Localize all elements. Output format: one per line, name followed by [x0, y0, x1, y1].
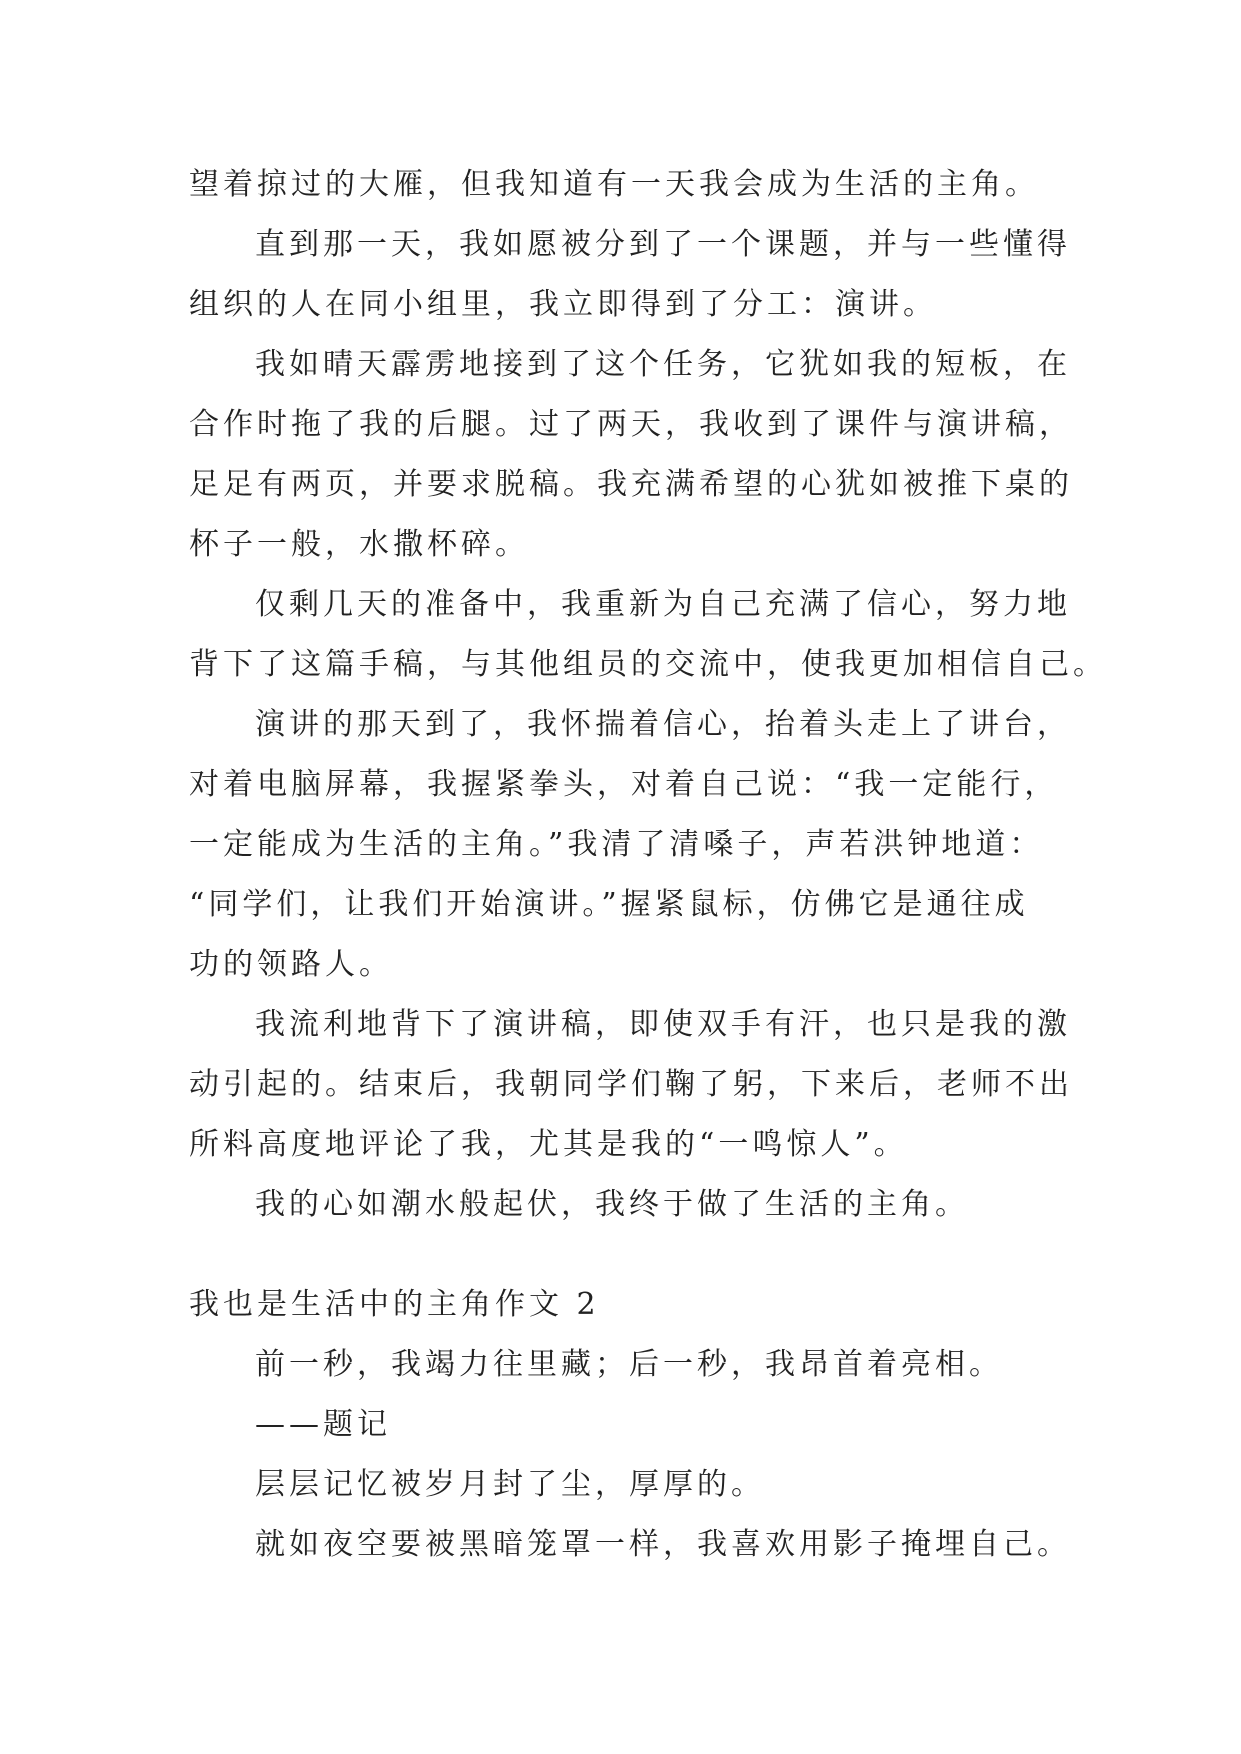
essay1-line: 动引起的。结束后，我朝同学们鞠了躬，下来后，老师不出 [189, 1067, 1073, 1102]
essay2-epigraph-attribution: ——题记 [255, 1407, 391, 1442]
essay1-line: 足足有两页，并要求脱稿。我充满希望的心犹如被推下桌的 [189, 467, 1073, 502]
essay1-line: 望着掠过的大雁，但我知道有一天我会成为生活的主角。 [189, 167, 1039, 202]
essay1-line: 杯子一般，水撒杯碎。 [189, 527, 529, 562]
essay2-title: 我也是生活中的主角作文 2 [189, 1287, 600, 1322]
essay1-line: 直到那一天，我如愿被分到了一个课题，并与一些懂得 [255, 227, 1071, 262]
essay1-line: 我的心如潮水般起伏，我终于做了生活的主角。 [255, 1187, 969, 1222]
essay1-line: 一定能成为生活的主角。”我清了清嗓子，声若洪钟地道： [189, 827, 1044, 862]
essay1-line: 背下了这篇手稿，与其他组员的交流中，使我更加相信自己。 [189, 647, 1107, 682]
essay1-line: 组织的人在同小组里，我立即得到了分工：演讲。 [189, 287, 937, 322]
essay1-line: 功的领路人。 [189, 947, 393, 982]
essay2-line: 前一秒，我竭力往里藏；后一秒，我昂首着亮相。 [255, 1347, 1003, 1382]
essay1-line: 我流利地背下了演讲稿，即使双手有汗，也只是我的激 [255, 1007, 1071, 1042]
essay1-line: “同学们，让我们开始演讲。”握紧鼠标，仿佛它是通往成 [189, 887, 1029, 922]
essay2-line: 就如夜空要被黑暗笼罩一样，我喜欢用影子掩埋自己。 [255, 1527, 1071, 1562]
essay1-line: 演讲的那天到了，我怀揣着信心，抬着头走上了讲台， [255, 707, 1071, 742]
essay2-line: 层层记忆被岁月封了尘，厚厚的。 [255, 1467, 765, 1502]
essay1-line: 仅剩几天的准备中，我重新为自己充满了信心，努力地 [255, 587, 1071, 622]
essay1-line: 我如晴天霹雳地接到了这个任务，它犹如我的短板，在 [255, 347, 1071, 382]
essay1-line: 对着电脑屏幕，我握紧拳头，对着自己说：“我一定能行， [189, 767, 1059, 802]
essay1-line: 合作时拖了我的后腿。过了两天，我收到了课件与演讲稿， [189, 407, 1073, 442]
essay1-line: 所料高度地评论了我，尤其是我的“一鸣惊人”。 [189, 1127, 908, 1162]
